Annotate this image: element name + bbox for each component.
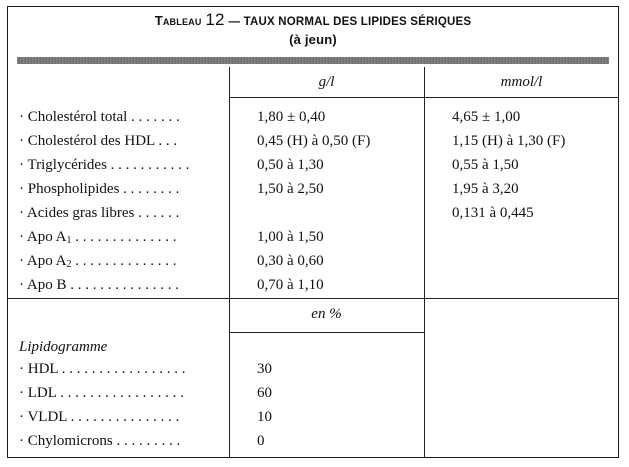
section-rule <box>8 298 618 299</box>
percent-header-rule <box>229 332 424 333</box>
table-row <box>8 225 618 249</box>
row-label-subscript: 1 <box>66 235 72 246</box>
row-label: · Triglycérides . . . . . . . . . . . <box>19 157 190 173</box>
title-rest: — TAUX NORMAL DES LIPIDES SÉRIQUES <box>228 16 472 28</box>
row-label: · VLDL . . . . . . . . . . . . . . . <box>19 409 180 425</box>
row-label-text: · Apo A <box>19 229 67 245</box>
title-separator-band <box>17 57 609 64</box>
row-label-dots: . . . . . . . . . . . . . . <box>71 229 177 245</box>
row-label-dots: . . . . . . . . . . . . . . <box>71 253 177 269</box>
row-label: · HDL . . . . . . . . . . . . . . . . . <box>19 361 186 377</box>
row-label <box>19 225 177 251</box>
cell-mmol-l: 0,131 à 0,445 <box>452 205 534 221</box>
cell-g-l: 0,30 à 0,60 <box>257 253 324 269</box>
title-line-1 <box>8 11 618 31</box>
cell-mmol-l: 1,15 (H) à 1,30 (F) <box>452 133 566 149</box>
cell-percent: 60 <box>257 385 272 401</box>
table-row <box>8 249 618 273</box>
title-prefix: Tableau <box>154 13 202 28</box>
row-label: · Chylomicrons . . . . . . . . . <box>19 433 181 449</box>
header-rule <box>229 97 618 98</box>
row-label: · Cholestérol des HDL . . . <box>19 133 178 149</box>
cell-mmol-l: 0,55 à 1,50 <box>452 157 519 173</box>
lipidogramme-heading: Lipidogramme <box>19 339 108 355</box>
row-label: · Cholestérol total . . . . . . . <box>19 109 180 125</box>
lipidogramme-row <box>8 405 618 429</box>
cell-mmol-l: 1,95 à 3,20 <box>452 181 519 197</box>
cell-percent: 30 <box>257 361 272 377</box>
table-row <box>8 129 618 153</box>
cell-percent: 0 <box>257 433 265 449</box>
row-label: · Acides gras libres . . . . . . <box>19 205 180 221</box>
cell-g-l: 1,50 à 2,50 <box>257 181 324 197</box>
lipidogramme-row <box>8 357 618 381</box>
table-title <box>8 11 618 48</box>
cell-mmol-l: 4,65 ± 1,00 <box>452 109 521 125</box>
lipid-table <box>7 6 619 458</box>
header-percent: en % <box>311 306 342 322</box>
cell-g-l: 0,50 à 1,30 <box>257 157 324 173</box>
cell-percent: 10 <box>257 409 272 425</box>
table-row <box>8 105 618 129</box>
row-label: · Phospholipides . . . . . . . . <box>19 181 180 197</box>
row-label-text: · Apo A <box>19 253 67 269</box>
header-g-l: g/l <box>318 74 335 90</box>
lipidogramme-row <box>8 381 618 405</box>
cell-g-l: 0,70 à 1,10 <box>257 277 324 293</box>
table-row <box>8 153 618 177</box>
table-row <box>8 201 618 225</box>
table-row <box>8 273 618 297</box>
title-number: 12 <box>205 10 225 29</box>
cell-g-l: 1,80 ± 0,40 <box>257 109 326 125</box>
row-label-subscript: 2 <box>66 259 72 270</box>
row-label: · LDL . . . . . . . . . . . . . . . . . <box>19 385 184 401</box>
row-label: · Apo B . . . . . . . . . . . . . . . <box>19 277 180 293</box>
cell-g-l: 0,45 (H) à 0,50 (F) <box>257 133 371 149</box>
row-label <box>19 249 177 275</box>
header-mmol-l: mmol/l <box>500 74 543 90</box>
title-line-2: (à jeun) <box>289 32 337 47</box>
cell-g-l: 1,00 à 1,50 <box>257 229 324 245</box>
table-row <box>8 177 618 201</box>
lipidogramme-row <box>8 429 618 453</box>
